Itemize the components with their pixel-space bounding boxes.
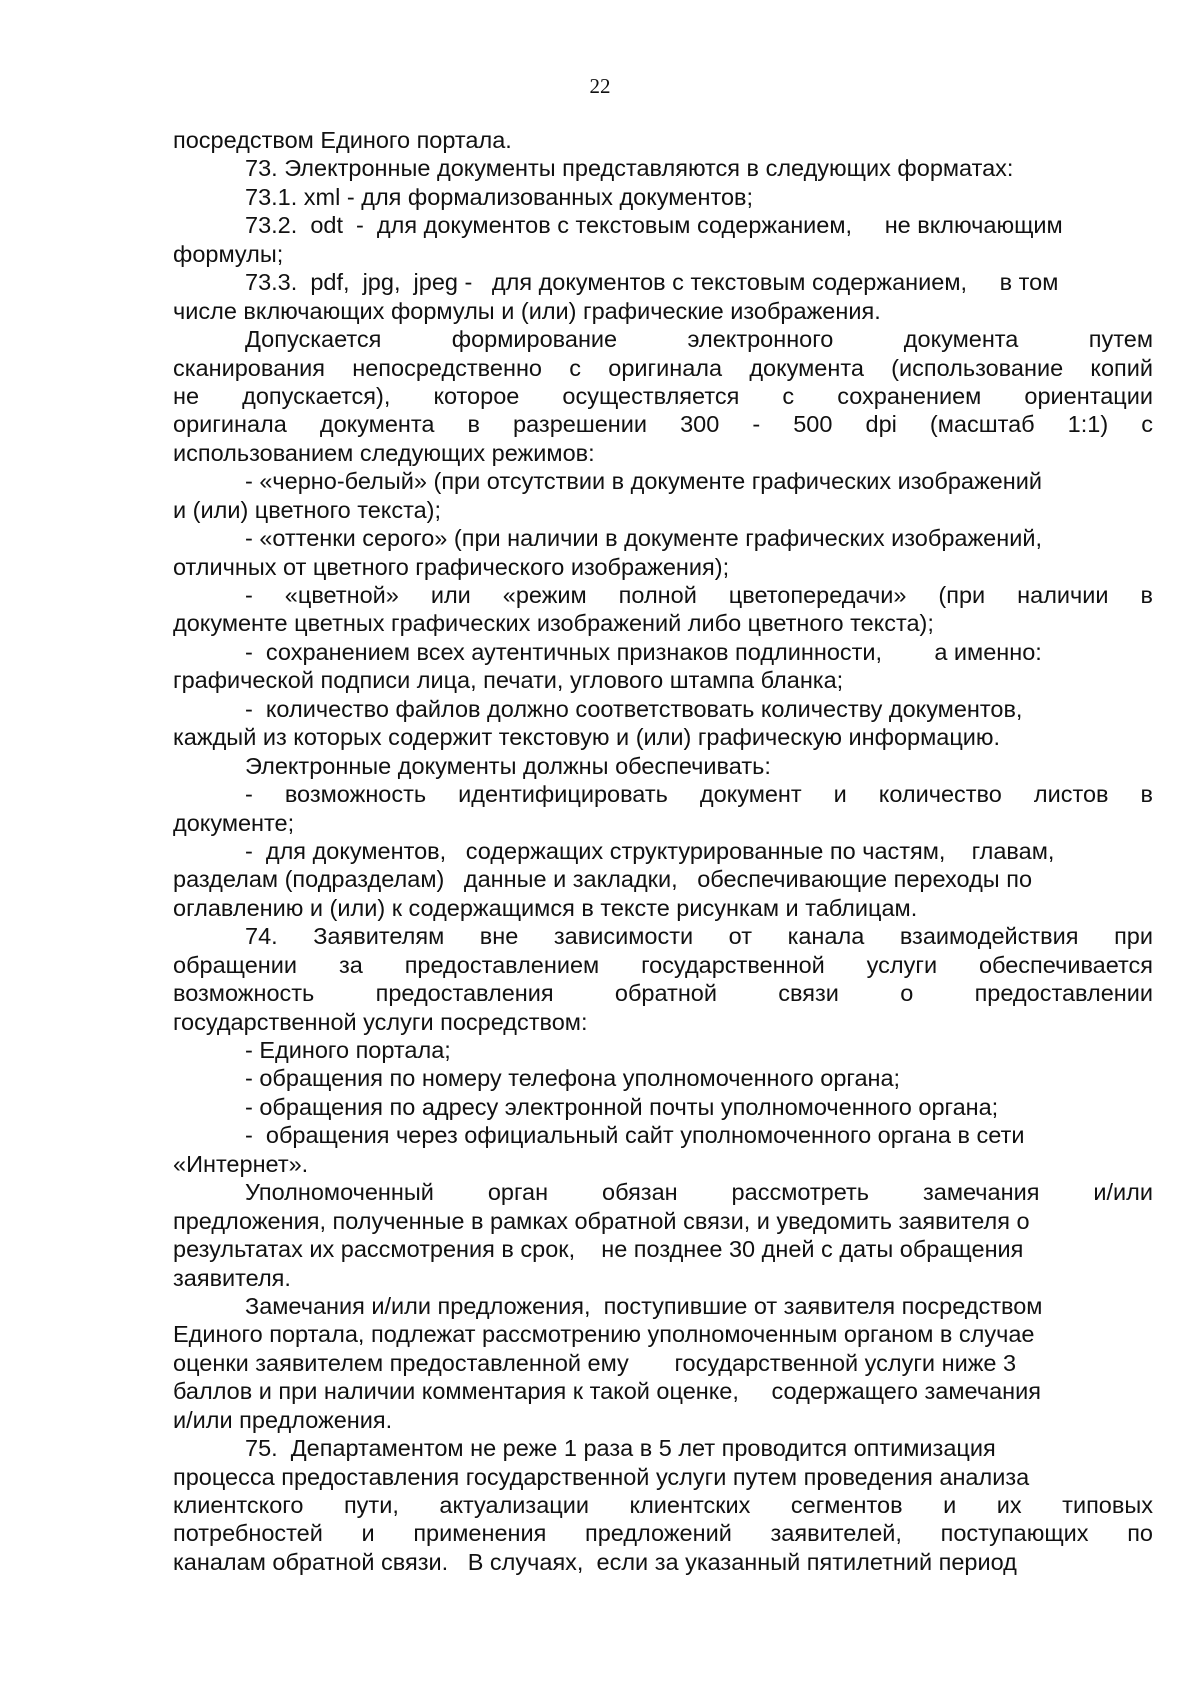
text-line: 74. Заявителям вне зависимости от канала взаимодействия при bbox=[245, 923, 1153, 950]
text-line: и/или предложения. bbox=[173, 1406, 393, 1433]
paragraph bbox=[173, 1292, 1153, 1434]
paragraph bbox=[173, 268, 1153, 325]
paragraph bbox=[173, 780, 1153, 837]
text-line: формулы; bbox=[173, 240, 284, 267]
paragraph bbox=[173, 837, 1153, 922]
text-line: документе; bbox=[173, 809, 295, 836]
text-line: сканирования непосредственно с оригинала документа (использование копий bbox=[173, 354, 1153, 381]
text-line: не допускается), которое осуществляется с сохранением ориентации bbox=[173, 382, 1153, 409]
text-line: государственной услуги посредством: bbox=[173, 1008, 588, 1035]
paragraph bbox=[173, 1064, 1153, 1092]
text-line: - обращения по адресу электронной почты уполномоченного органа; bbox=[245, 1093, 999, 1120]
document-body bbox=[173, 126, 1153, 1576]
text-line: каждый из которых содержит текстовую и (или) графическую информацию. bbox=[173, 724, 1001, 751]
text-line: Электронные документы должны обеспечивать: bbox=[245, 752, 771, 779]
paragraph bbox=[173, 325, 1153, 467]
paragraph bbox=[173, 1178, 1153, 1292]
text-line: Допускается формирование электронного документа путем bbox=[245, 326, 1153, 353]
text-line: Единого портала, подлежат рассмотрению уполномоченным органом в случае bbox=[173, 1321, 1035, 1348]
text-line: и (или) цветного текста); bbox=[173, 496, 442, 523]
paragraph bbox=[173, 752, 1153, 780]
paragraph bbox=[173, 922, 1153, 1036]
text-line: результатах их рассмотрения в срок, не позднее 30 дней с даты обращения bbox=[173, 1236, 1024, 1263]
paragraph bbox=[173, 1093, 1153, 1121]
text-line: - для документов, содержащих структурированные по частям, главам, bbox=[245, 837, 1055, 864]
paragraph bbox=[173, 467, 1153, 524]
text-line: каналам обратной связи. В случаях, если за указанный пятилетний период bbox=[173, 1548, 1017, 1575]
text-line: - обращения через официальный сайт уполномоченного органа в сети bbox=[245, 1122, 1025, 1149]
text-line: 73.3. pdf, jpg, jpeg - для документов с текстовым содержанием, в том bbox=[245, 269, 1059, 296]
text-line: - «черно-белый» (при отсутствии в документе графических изображений bbox=[245, 468, 1042, 495]
paragraph bbox=[173, 1036, 1153, 1064]
page-number: 22 bbox=[589, 74, 611, 98]
text-line: числе включающих формулы и (или) графические изображения. bbox=[173, 297, 881, 324]
text-line: 73. Электронные документы представляются в следующих форматах: bbox=[245, 155, 1014, 182]
text-line: - «цветной» или «режим полной цветопередачи» (при наличии в bbox=[245, 582, 1153, 608]
text-line: графической подписи лица, печати, углового штампа бланка; bbox=[173, 667, 844, 694]
text-line: - количество файлов должно соответствовать количеству документов, bbox=[245, 695, 1023, 722]
text-line: документе цветных графических изображений либо цветного текста); bbox=[173, 610, 934, 637]
paragraph bbox=[173, 1121, 1153, 1178]
text-line: разделам (подразделам) данные и закладки, обеспечивающие переходы по bbox=[173, 866, 1033, 893]
text-line: 73.1. xml - для формализованных документов; bbox=[245, 183, 754, 210]
paragraph bbox=[173, 581, 1153, 638]
paragraph bbox=[173, 183, 1153, 211]
text-line: - Единого портала; bbox=[245, 1037, 451, 1063]
paragraph bbox=[173, 211, 1153, 268]
text-line: посредством Единого портала. bbox=[173, 127, 512, 153]
text-line: 75. Департаментом не реже 1 раза в 5 лет проводится оптимизация bbox=[245, 1435, 996, 1462]
text-line: - сохранением всех аутентичных признаков подлинности, а именно: bbox=[245, 638, 1042, 665]
paragraph bbox=[173, 638, 1153, 695]
text-line: предложения, полученные в рамках обратной связи, и уведомить заявителя о bbox=[173, 1207, 1030, 1234]
text-line: - обращения по номеру телефона уполномоченного органа; bbox=[245, 1065, 901, 1092]
text-line: Замечания и/или предложения, поступившие от заявителя посредством bbox=[245, 1292, 1043, 1319]
text-line: «Интернет». bbox=[173, 1150, 309, 1177]
text-line: клиентского пути, актуализации клиентских сегментов и их типовых bbox=[173, 1492, 1153, 1518]
text-line: - «оттенки серого» (при наличии в документе графических изображений, bbox=[245, 525, 1043, 552]
text-line: - возможность идентифицировать документ и количество листов в bbox=[245, 781, 1153, 808]
text-line: баллов и при наличии комментария к такой оценке, содержащего замечания bbox=[173, 1378, 1041, 1405]
paragraph bbox=[173, 126, 1153, 154]
text-line: 73.2. odt - для документов с текстовым содержанием, не включающим bbox=[245, 212, 1063, 239]
text-line: оценки заявителем предоставленной ему государственной услуги ниже 3 bbox=[173, 1349, 1017, 1376]
text-line: Уполномоченный орган обязан рассмотреть замечания и/или bbox=[245, 1179, 1153, 1206]
text-line: оригинала документа в разрешении 300 - 500 dpi (масштаб 1:1) с bbox=[173, 411, 1153, 438]
text-line: использованием следующих режимов: bbox=[173, 439, 595, 466]
text-line: процесса предоставления государственной услуги путем проведения анализа bbox=[173, 1463, 1030, 1490]
paragraph bbox=[173, 154, 1153, 182]
text-line: заявителя. bbox=[173, 1264, 291, 1291]
text-line: отличных от цветного графического изображения); bbox=[173, 553, 730, 580]
text-line: обращении за предоставлением государственной услуги обеспечивается bbox=[173, 951, 1153, 978]
paragraph bbox=[173, 1434, 1153, 1576]
text-line: возможность предоставления обратной связи о предоставлении bbox=[173, 980, 1153, 1007]
text-line: потребностей и применения предложений заявителей, поступающих по bbox=[173, 1520, 1153, 1547]
paragraph bbox=[173, 524, 1153, 581]
text-line: оглавлению и (или) к содержащимся в тексте рисункам и таблицам. bbox=[173, 894, 918, 921]
paragraph bbox=[173, 695, 1153, 752]
